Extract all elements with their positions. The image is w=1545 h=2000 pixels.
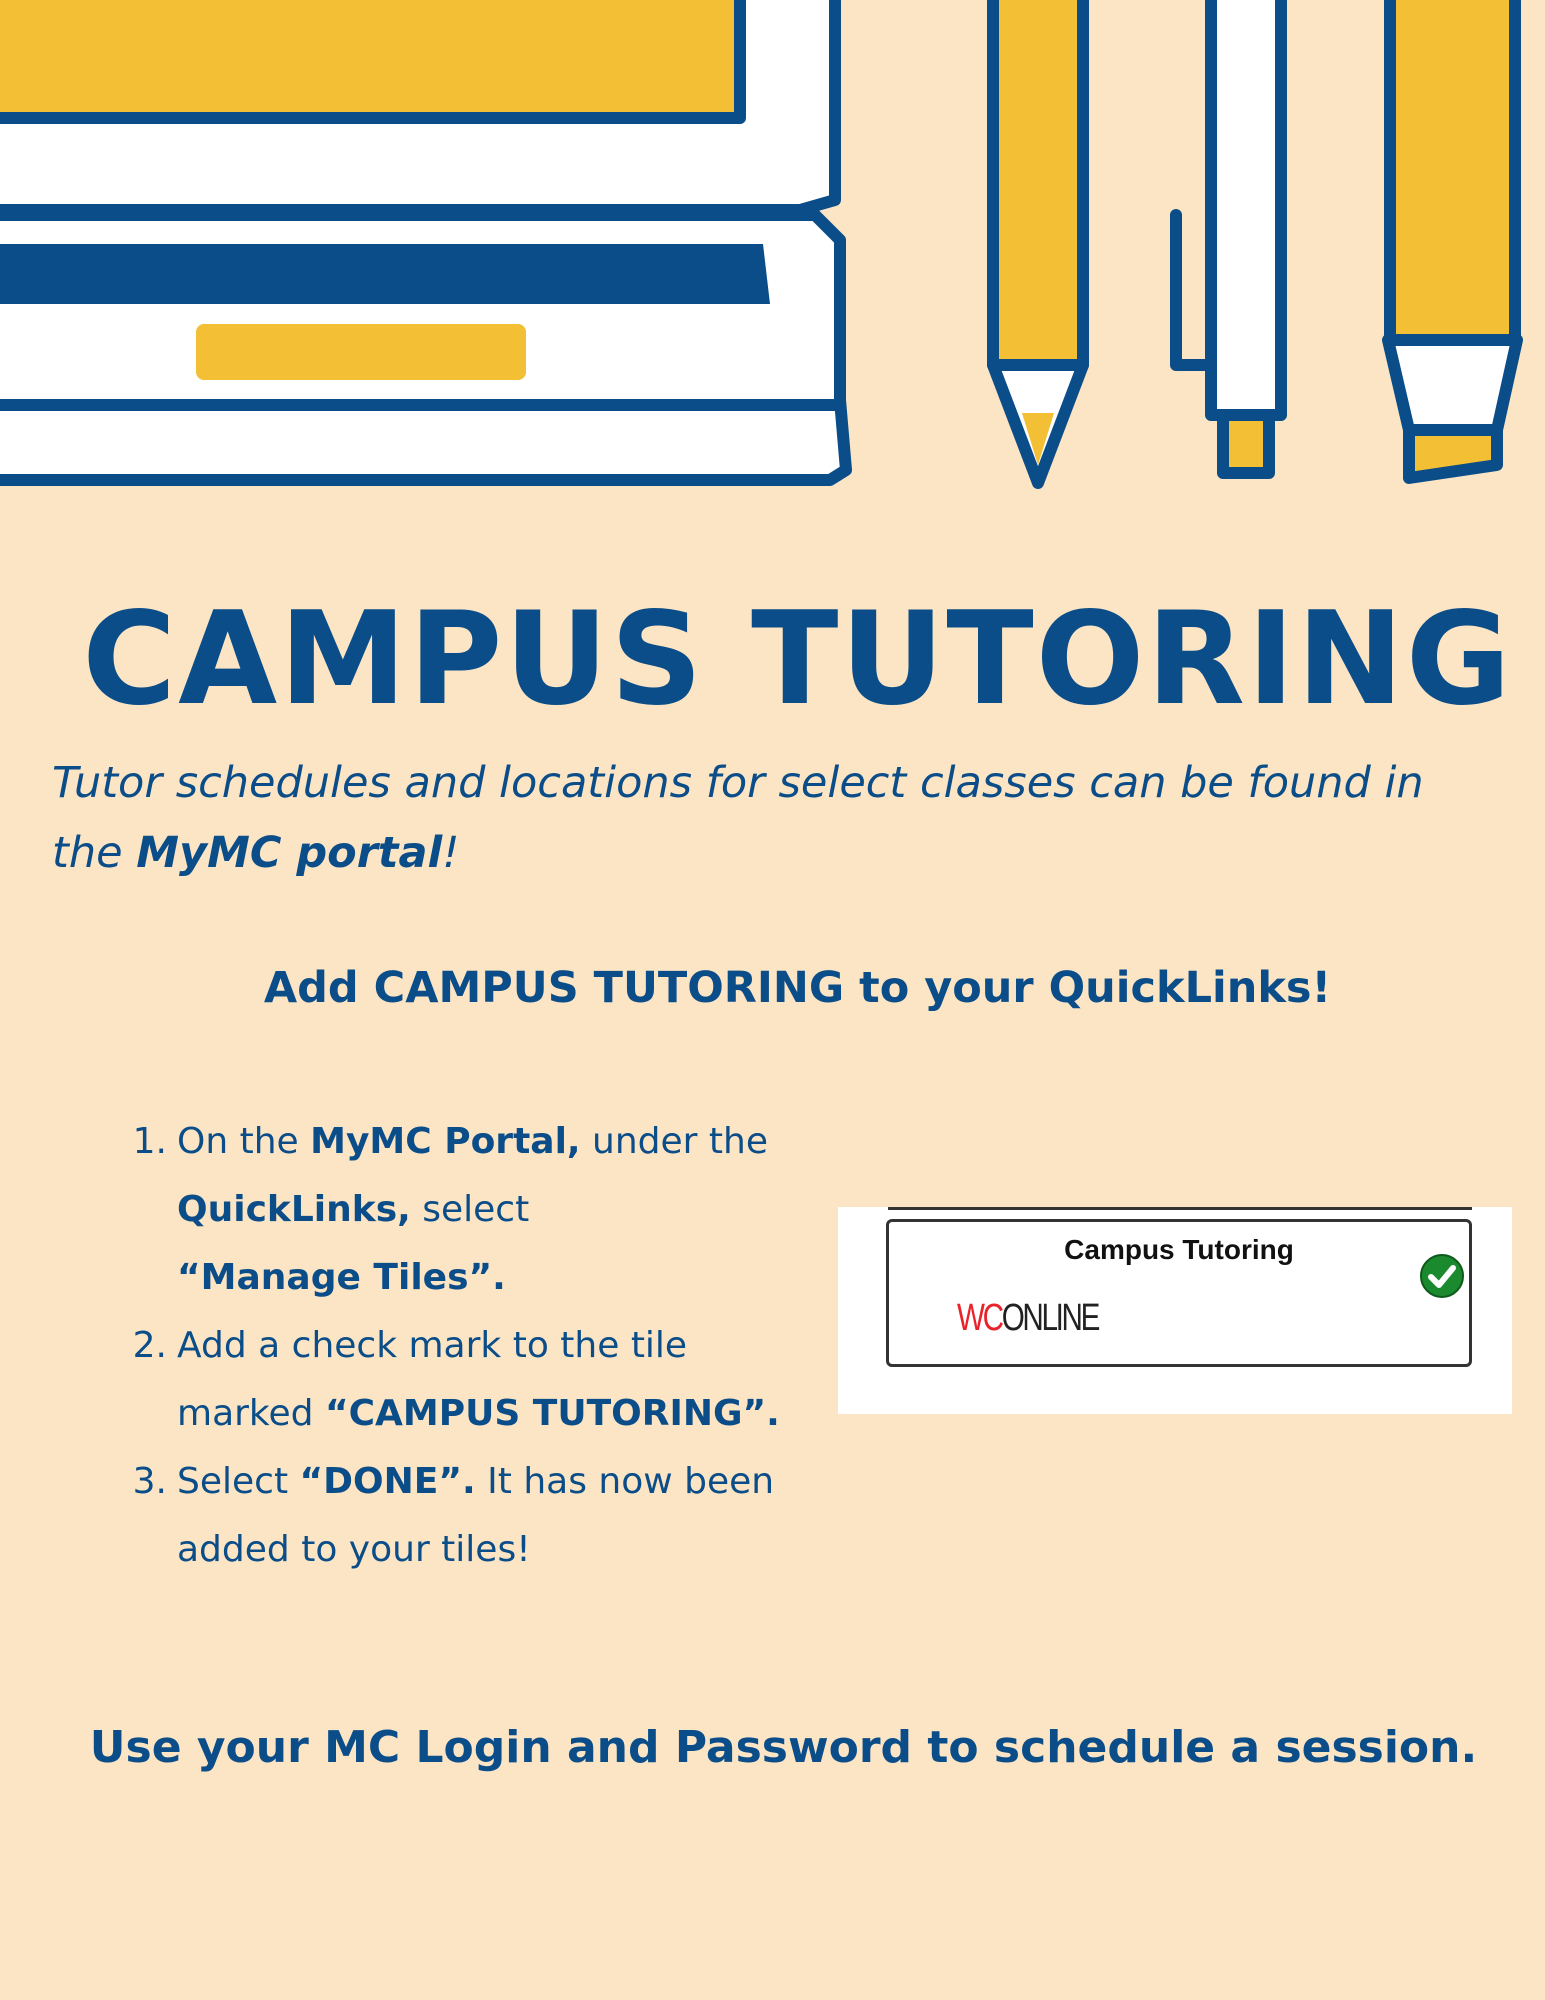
wconline-logo xyxy=(957,1297,1098,1340)
step-text-part: select xyxy=(410,1189,530,1230)
highlighter-icon xyxy=(1388,0,1517,478)
wconline-logo-red: WC xyxy=(957,1297,1002,1339)
intro-text xyxy=(52,748,1492,888)
step-number: 1. xyxy=(132,1121,167,1162)
step-text-part: On the xyxy=(177,1121,311,1162)
divider xyxy=(888,1207,1472,1210)
laptop-icon xyxy=(0,0,846,480)
step-text xyxy=(177,1108,820,1312)
step-bold-part: MyMC Portal, xyxy=(310,1121,581,1162)
wconline-logo-dark: ONLINE xyxy=(1001,1297,1099,1339)
intro-text-part: Tutor schedules and locations for select classes can be found in the xyxy=(52,758,1424,878)
step-number: 2. xyxy=(132,1325,167,1366)
mymc-portal-emphasis: MyMC portal xyxy=(136,828,443,878)
campus-tutoring-tile[interactable] xyxy=(886,1219,1472,1367)
pencil-icon xyxy=(993,0,1083,483)
list-item xyxy=(120,1448,820,1584)
step-bold-part: “Manage Tiles”. xyxy=(177,1257,506,1298)
quicklinks-heading: Add CAMPUS TUTORING to your QuickLinks! xyxy=(263,963,1332,1013)
list-item xyxy=(120,1312,820,1448)
header-illustration xyxy=(0,0,1545,500)
step-bold-part: “DONE”. xyxy=(299,1461,476,1502)
step-text xyxy=(177,1448,820,1584)
step-number: 3. xyxy=(132,1461,167,1502)
step-text-part: Add a check mark to the tile marked xyxy=(177,1325,688,1434)
pen-icon xyxy=(1176,0,1281,473)
tile-title: Campus Tutoring xyxy=(1064,1234,1294,1265)
step-bold-part: “CAMPUS TUTORING”. xyxy=(324,1393,780,1434)
steps-list xyxy=(120,1108,820,1584)
step-text-part: under the xyxy=(580,1121,768,1162)
step-text-part: Select xyxy=(177,1461,300,1502)
tile-screenshot xyxy=(838,1207,1512,1414)
page-title: CAMPUS TUTORING xyxy=(82,585,1513,734)
login-instruction: Use your MC Login and Password to schedule a session. xyxy=(89,1722,1478,1773)
intro-text-end: ! xyxy=(442,828,460,878)
step-text xyxy=(177,1312,820,1448)
list-item xyxy=(120,1108,820,1312)
step-bold-part: QuickLinks, xyxy=(177,1189,411,1230)
step-text-part: It has now been added to your tiles! xyxy=(177,1461,775,1570)
check-circle-icon[interactable] xyxy=(1419,1253,1465,1299)
